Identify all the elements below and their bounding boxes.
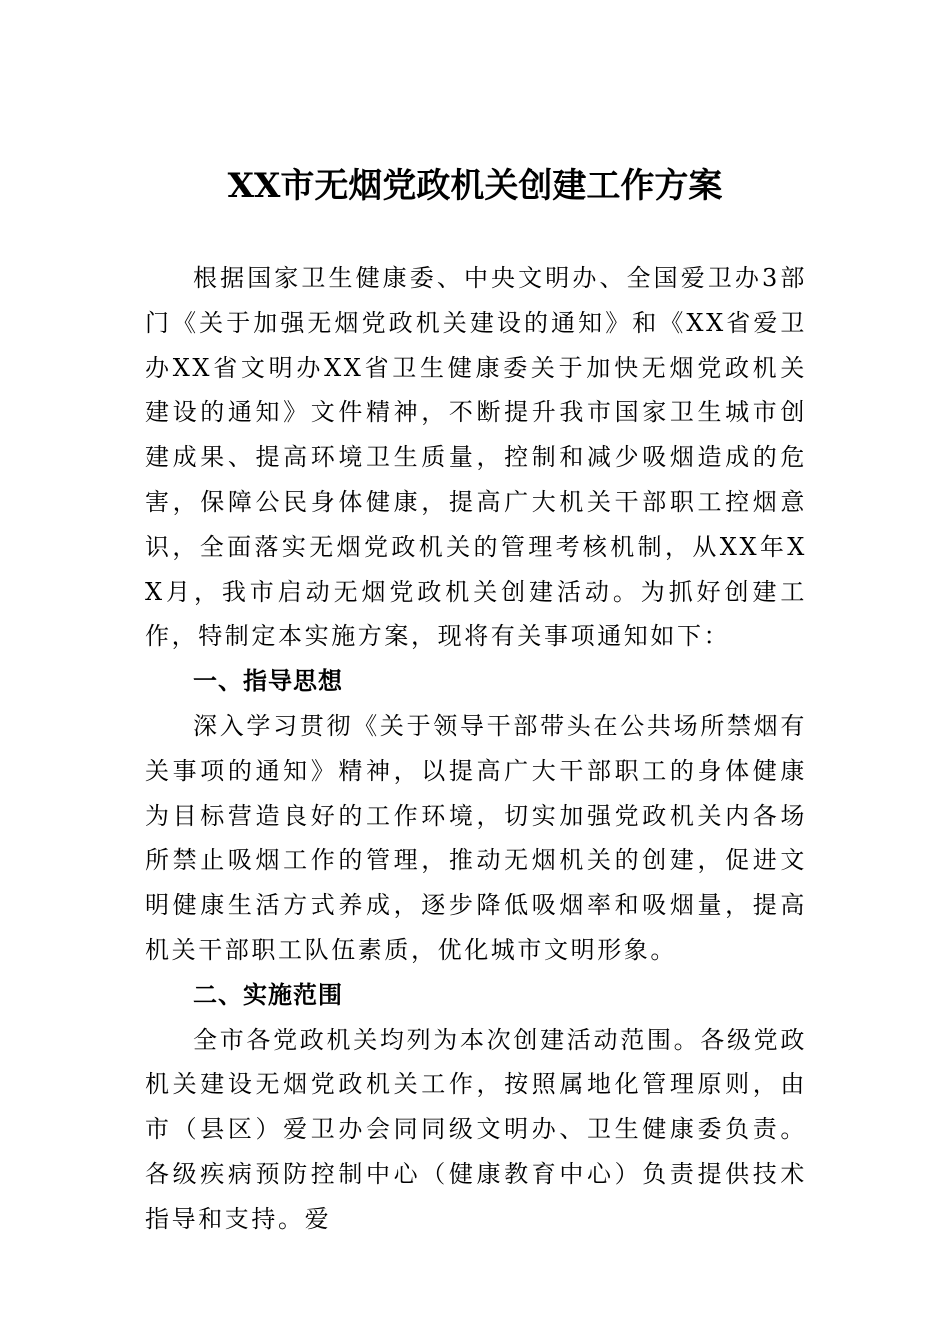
document-title: XX市无烟党政机关创建工作方案 (227, 166, 723, 206)
document-body (145, 256, 807, 1242)
section-heading-scope: 二、实施范围 (193, 980, 343, 1009)
intro-paragraph: 根据国家卫生健康委、中央文明办、全国爱卫办3部门《关于加强无烟党政机关建设的通知》和《XX省爱卫办XX省文明办XX省卫生健康委关于加快无烟党政机关建设的通知》文件精神，不断提升我市国家卫生城市创建成果、提高环境卫生质量，控制和减少吸烟造成的危害，保障公民身体健康，提高广大机关干部职工控烟意识，全面落实无烟党政机关的管理考核机制，从XX年XX月，我市启动无烟党政机关创建活动。为抓好创建工作，特制定本实施方案，现将有关事项通知如下： (145, 264, 807, 651)
section-guiding-ideology-paragraph: 深入学习贯彻《关于领导干部带头在公共场所禁烟有关事项的通知》精神，以提高广大干部职工的身体健康为目标营造良好的工作环境，切实加强党政机关内各场所禁止吸烟工作的管理，推动无烟机关的创建，促进文明健康生活方式养成，逐步降低吸烟率和吸烟量，提高机关干部职工队伍素质，优化城市文明形象。 (145, 711, 807, 964)
section-heading-guiding-ideology: 一、指导思想 (193, 667, 343, 696)
section-scope-paragraph: 全市各党政机关均列为本次创建活动范围。各级党政机关建设无烟党政机关工作，按照属地化管理原则，由市（县区）爱卫办会同同级文明办、卫生健康委负责。各级疾病预防控制中心（健康教育中心）负责提供技术指导和支持。爱 (145, 1025, 807, 1233)
